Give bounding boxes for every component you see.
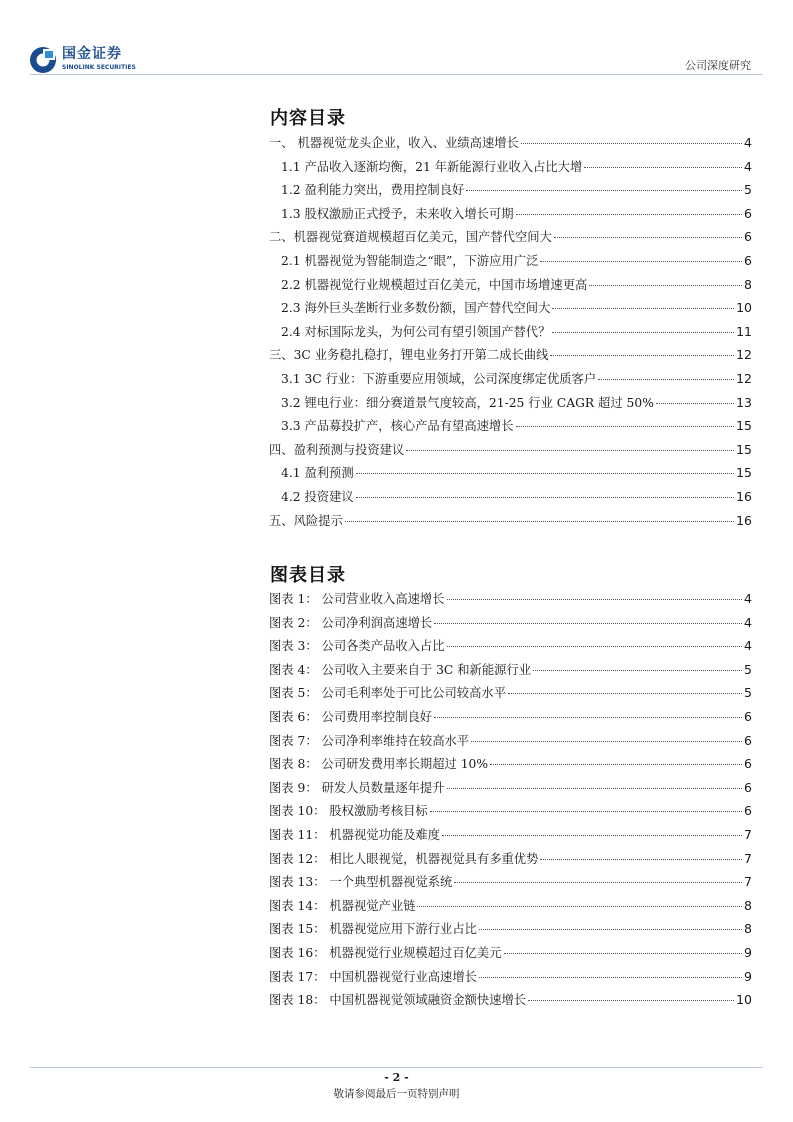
figure-entry[interactable] bbox=[269, 636, 752, 660]
figure-entry[interactable] bbox=[269, 825, 752, 849]
report-type-label: 公司深度研究 bbox=[685, 59, 751, 72]
figure-entry[interactable] bbox=[269, 589, 752, 613]
figure-entry-page: 7 bbox=[744, 826, 752, 842]
contents-entry-title: 2.3 海外巨头垄断行业多数份额，国产替代空间大 bbox=[281, 301, 551, 316]
contents-entry[interactable] bbox=[269, 157, 752, 181]
figure-entry-page: 7 bbox=[744, 850, 752, 866]
figure-entry-title: 图表 11： 机器视觉功能及难度 bbox=[269, 827, 441, 842]
contents-entry[interactable] bbox=[269, 275, 752, 299]
contents-entry[interactable] bbox=[269, 298, 752, 322]
dot-leader bbox=[442, 835, 742, 836]
contents-entry-page: 15 bbox=[736, 465, 752, 481]
figure-entry-title: 图表 4： 公司收入主要来自于 3C 和新能源行业 bbox=[269, 662, 532, 677]
figure-entry-title: 图表 8： 公司研发费用率长期超过 10% bbox=[269, 757, 489, 772]
dot-leader bbox=[490, 764, 742, 765]
dot-leader bbox=[554, 237, 742, 238]
dot-leader bbox=[406, 450, 734, 451]
figure-entry-page: 6 bbox=[744, 708, 752, 724]
contents-entry-title: 3.3 产品募投扩产，核心产品有望高速增长 bbox=[281, 419, 514, 434]
figure-entry-title: 图表 9： 研发人员数量逐年提升 bbox=[269, 780, 445, 795]
dot-leader bbox=[598, 379, 734, 380]
contents-entry[interactable] bbox=[269, 322, 752, 346]
figure-entry[interactable] bbox=[269, 731, 752, 755]
figure-entry[interactable] bbox=[269, 943, 752, 967]
figure-entry-page: 4 bbox=[744, 614, 752, 630]
figure-entry-page: 6 bbox=[744, 779, 752, 795]
dot-leader bbox=[516, 214, 743, 215]
contents-entry[interactable] bbox=[269, 511, 752, 535]
figure-entry[interactable] bbox=[269, 919, 752, 943]
dot-leader bbox=[540, 261, 742, 262]
contents-entry-title: 一、 机器视觉龙头企业，收入、业绩高速增长 bbox=[269, 136, 519, 150]
contents-entry-page: 12 bbox=[736, 370, 752, 386]
contents-entry-page: 6 bbox=[744, 252, 752, 268]
contents-entry-title: 1.1 产品收入逐渐均衡，21 年新能源行业收入占比大增 bbox=[281, 159, 583, 174]
contents-entry[interactable] bbox=[269, 204, 752, 228]
figure-entry-title: 图表 1： 公司营业收入高速增长 bbox=[269, 592, 445, 606]
contents-entry-page: 13 bbox=[736, 394, 752, 410]
figures-title: 图表目录 bbox=[270, 565, 346, 586]
figure-entry[interactable] bbox=[269, 990, 752, 1014]
dot-leader bbox=[447, 788, 743, 789]
figure-entry[interactable] bbox=[269, 872, 752, 896]
contents-entry-page: 6 bbox=[744, 205, 752, 221]
dot-leader bbox=[479, 977, 742, 978]
contents-entry[interactable] bbox=[269, 393, 752, 417]
contents-entry-title: 4.2 投资建议 bbox=[281, 489, 354, 504]
figure-entry-page: 9 bbox=[744, 944, 752, 960]
figure-entry-page: 10 bbox=[736, 992, 752, 1008]
logo-english-name: SINOLINK SECURITIES bbox=[62, 64, 136, 71]
dot-leader bbox=[508, 693, 742, 694]
sinolink-logo-icon bbox=[29, 46, 57, 74]
contents-entry-page: 6 bbox=[744, 229, 752, 245]
page-number: - 2 - bbox=[384, 1071, 409, 1084]
contents-entry-title: 2.4 对标国际龙头，为何公司有望引领国产替代？ bbox=[281, 324, 551, 339]
dot-leader bbox=[589, 285, 742, 286]
contents-list bbox=[269, 133, 752, 534]
figure-entry[interactable] bbox=[269, 896, 752, 920]
figure-entry-title: 图表 13： 一个典型机器视觉系统 bbox=[269, 875, 453, 890]
figure-entry-page: 6 bbox=[744, 732, 752, 748]
page-header bbox=[0, 0, 793, 80]
figure-entry-page: 4 bbox=[744, 638, 752, 654]
figure-entry[interactable] bbox=[269, 660, 752, 684]
contents-entry-title: 2.1 机器视觉为智能制造之“眼”，下游应用广泛 bbox=[281, 253, 539, 268]
dot-leader bbox=[504, 953, 743, 954]
figure-entry-page: 9 bbox=[744, 968, 752, 984]
contents-entry-title: 2.2 机器视觉行业规模超过百亿美元，中国市场增速更高 bbox=[281, 277, 588, 292]
figure-entry-title: 图表 12： 相比人眼视觉，机器视觉具有多重优势 bbox=[269, 851, 539, 866]
figure-entry[interactable] bbox=[269, 849, 752, 873]
dot-leader bbox=[479, 929, 742, 930]
contents-entry-page: 11 bbox=[736, 323, 752, 339]
figure-entry[interactable] bbox=[269, 613, 752, 637]
dot-leader bbox=[540, 859, 742, 860]
figure-entry-title: 图表 7： 公司净利率维持在较高水平 bbox=[269, 733, 470, 748]
contents-entry[interactable] bbox=[269, 463, 752, 487]
contents-entry-title: 1.2 盈利能力突出，费用控制良好 bbox=[281, 183, 465, 198]
contents-entry-title: 3.2 锂电行业：细分赛道景气度较高，21-25 行业 CAGR 超过 50% bbox=[281, 395, 654, 410]
contents-entry-title: 二、机器视觉赛道规模超百亿美元，国产替代空间大 bbox=[269, 230, 552, 245]
contents-entry-page: 4 bbox=[744, 158, 752, 174]
dot-leader bbox=[656, 403, 734, 404]
dot-leader bbox=[430, 811, 742, 812]
figures-list bbox=[269, 589, 752, 1014]
contents-entry-page: 12 bbox=[736, 347, 752, 363]
contents-entry-page: 16 bbox=[736, 488, 752, 504]
figure-entry[interactable] bbox=[269, 801, 752, 825]
contents-entry[interactable] bbox=[269, 487, 752, 511]
contents-entry-page: 16 bbox=[736, 512, 752, 528]
contents-entry-title: 五、风险提示 bbox=[269, 513, 343, 528]
dot-leader bbox=[454, 882, 742, 883]
dot-leader bbox=[521, 143, 742, 144]
contents-entry[interactable] bbox=[269, 369, 752, 393]
dot-leader bbox=[345, 521, 734, 522]
contents-entry[interactable] bbox=[269, 180, 752, 204]
dot-leader bbox=[516, 426, 735, 427]
contents-entry-title: 1.3 股权激励正式授予，未来收入增长可期 bbox=[281, 206, 514, 221]
figure-entry-title: 图表 18： 中国机器视觉领域融资金额快速增长 bbox=[269, 993, 527, 1008]
figure-entry-page: 5 bbox=[744, 661, 752, 677]
figure-entry-title: 图表 17： 中国机器视觉行业高速增长 bbox=[269, 969, 477, 984]
contents-entry-title: 3.1 3C 行业：下游重要应用领域，公司深度绑定优质客户 bbox=[281, 371, 597, 386]
dot-leader bbox=[533, 670, 742, 671]
figure-entry-title: 图表 14： 机器视觉产业链 bbox=[269, 898, 416, 913]
contents-entry-page: 4 bbox=[744, 135, 752, 150]
dot-leader bbox=[447, 599, 743, 600]
contents-entry[interactable] bbox=[269, 416, 752, 440]
dot-leader bbox=[552, 308, 734, 309]
dot-leader bbox=[417, 906, 742, 907]
figure-entry-page: 8 bbox=[744, 897, 752, 913]
contents-entry-title: 三、3C 业务稳扎稳打，锂电业务打开第二成长曲线 bbox=[269, 348, 549, 363]
logo-chinese-name: 国金证券 bbox=[62, 46, 122, 62]
contents-entry-page: 10 bbox=[736, 300, 752, 316]
contents-entry[interactable] bbox=[269, 227, 752, 251]
figure-entry-page: 5 bbox=[744, 685, 752, 701]
contents-entry-title: 4.1 盈利预测 bbox=[281, 466, 354, 481]
contents-entry-title: 四、盈利预测与投资建议 bbox=[269, 442, 405, 457]
dot-leader bbox=[447, 646, 743, 647]
figure-entry-title: 图表 15： 机器视觉应用下游行业占比 bbox=[269, 922, 477, 937]
dot-leader bbox=[552, 332, 734, 333]
contents-entry-page: 15 bbox=[736, 418, 752, 434]
contents-entry[interactable] bbox=[269, 251, 752, 275]
dot-leader bbox=[434, 623, 742, 624]
footer-divider bbox=[30, 1067, 763, 1068]
header-divider bbox=[30, 74, 763, 75]
figure-entry[interactable] bbox=[269, 778, 752, 802]
contents-entry-page: 5 bbox=[744, 182, 752, 198]
figure-entry-page: 7 bbox=[744, 874, 752, 890]
dot-leader bbox=[528, 1000, 734, 1001]
dot-leader bbox=[550, 355, 734, 356]
dot-leader bbox=[356, 473, 734, 474]
contents-title: 内容目录 bbox=[270, 108, 346, 129]
contents-entry[interactable] bbox=[269, 345, 752, 369]
disclaimer-text: 敬请参阅最后一页特别声明 bbox=[333, 1088, 460, 1100]
figure-entry-title: 图表 3： 公司各类产品收入占比 bbox=[269, 639, 445, 654]
dot-leader bbox=[434, 717, 742, 718]
figure-entry-title: 图表 2： 公司净利润高速增长 bbox=[269, 615, 433, 630]
figure-entry-page: 8 bbox=[744, 921, 752, 937]
dot-leader bbox=[466, 190, 742, 191]
dot-leader bbox=[471, 741, 742, 742]
figure-entry-page: 4 bbox=[744, 591, 752, 606]
dot-leader bbox=[356, 497, 734, 498]
figure-entry-title: 图表 5： 公司毛利率处于可比公司较高水平 bbox=[269, 686, 506, 701]
figure-entry[interactable] bbox=[269, 683, 752, 707]
contents-entry-page: 15 bbox=[736, 441, 752, 457]
figure-entry-title: 图表 6： 公司费用率控制良好 bbox=[269, 709, 433, 724]
figure-entry-page: 6 bbox=[744, 803, 752, 819]
sinolink-logo bbox=[29, 46, 149, 74]
contents-entry[interactable] bbox=[269, 133, 752, 157]
figure-entry[interactable] bbox=[269, 707, 752, 731]
figure-entry-title: 图表 10： 股权激励考核目标 bbox=[269, 804, 428, 819]
figure-entry-title: 图表 16： 机器视觉行业规模超过百亿美元 bbox=[269, 945, 502, 960]
contents-entry[interactable] bbox=[269, 440, 752, 464]
figure-entry-page: 6 bbox=[744, 756, 752, 772]
contents-entry-page: 8 bbox=[744, 276, 752, 292]
figure-entry[interactable] bbox=[269, 967, 752, 991]
dot-leader bbox=[584, 167, 742, 168]
figure-entry[interactable] bbox=[269, 754, 752, 778]
